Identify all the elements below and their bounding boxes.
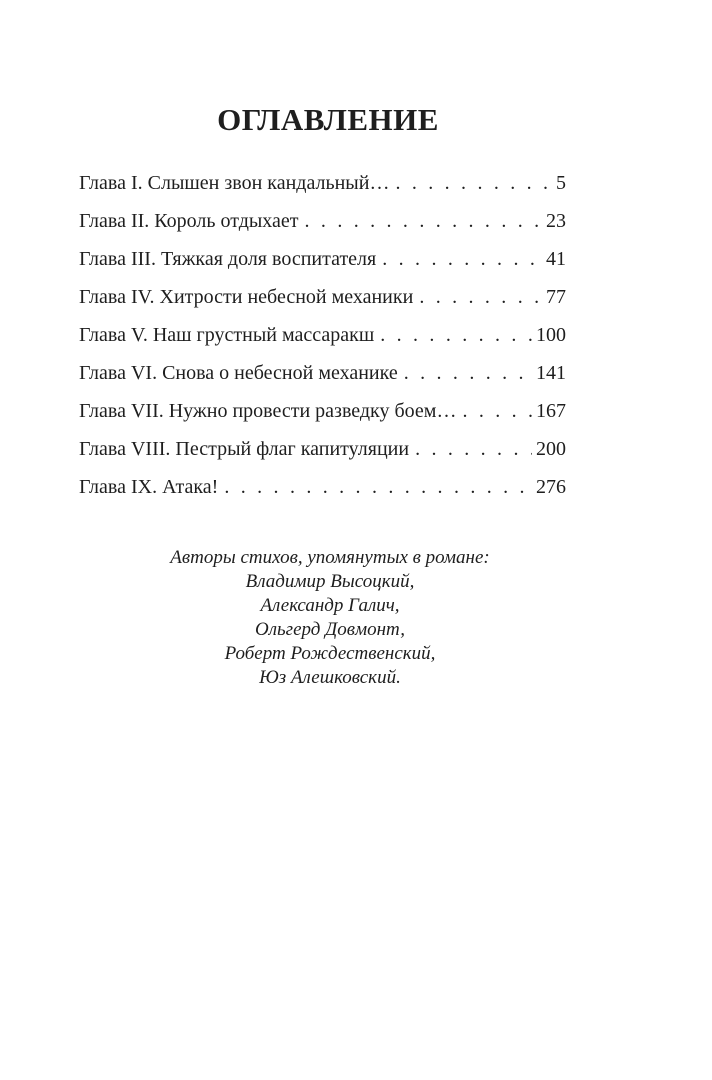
toc-entry-9 <box>79 472 566 510</box>
toc-entry-4 <box>79 282 566 320</box>
toc-entry-title: Глава I. Слышен звон кандальный… <box>79 172 390 194</box>
credits-intro: Авторы стихов, упомянутых в романе: <box>170 547 490 568</box>
toc-entry-title: Глава VI. Снова о небесной механике <box>79 362 398 384</box>
toc-dot-leader <box>462 396 532 426</box>
toc-page-number: 141 <box>536 362 566 384</box>
toc-entry-6 <box>79 358 566 396</box>
poem-authors-credits <box>0 546 660 690</box>
toc-entry-1 <box>79 168 566 206</box>
table-of-contents <box>79 168 566 510</box>
toc-entry-title: Глава III. Тяжкая доля воспитателя <box>79 248 377 270</box>
toc-dot-leader <box>395 168 552 198</box>
toc-entry-title: Глава IV. Хитрости небесной механики <box>79 286 414 308</box>
toc-page-number: 5 <box>556 172 566 194</box>
credits-author: Роберт Рождественский, <box>224 643 436 664</box>
toc-entry-title: Глава VIII. Пестрый флаг капитуляции <box>79 438 410 460</box>
toc-entry-7 <box>79 396 566 434</box>
toc-entry-3 <box>79 244 566 282</box>
toc-entry-title: Глава VII. Нужно провести разведку боем… <box>79 400 457 422</box>
toc-page-number: 200 <box>536 438 566 460</box>
toc-entry-title: Глава V. Наш грустный массаракш <box>79 324 375 346</box>
toc-dot-leader <box>419 282 542 312</box>
toc-dot-leader <box>305 206 542 236</box>
toc-entry-5 <box>79 320 566 358</box>
toc-page-number: 167 <box>536 400 566 422</box>
toc-page-number: 23 <box>546 210 566 232</box>
credits-author: Александр Галич, <box>260 595 400 616</box>
credits-author: Владимир Высоцкий, <box>245 571 415 592</box>
toc-entry-title: Глава IX. Атака! <box>79 476 219 498</box>
toc-dot-leader <box>415 434 532 464</box>
toc-dot-leader <box>380 320 532 350</box>
toc-dot-leader <box>382 244 542 274</box>
toc-page-number: 41 <box>546 248 566 270</box>
toc-page-number: 276 <box>536 476 566 498</box>
toc-entry-8 <box>79 434 566 472</box>
page-title: ОГЛАВЛЕНИЕ <box>217 102 439 137</box>
toc-dot-leader <box>224 472 532 502</box>
toc-entry-title: Глава II. Король отдыхает <box>79 210 299 232</box>
toc-page-number: 100 <box>536 324 566 346</box>
credits-author: Ольгерд Довмонт, <box>255 619 405 640</box>
toc-entry-2 <box>79 206 566 244</box>
credits-author: Юз Алешковский. <box>259 667 401 688</box>
toc-page-number: 77 <box>546 286 566 308</box>
toc-dot-leader <box>404 358 532 388</box>
